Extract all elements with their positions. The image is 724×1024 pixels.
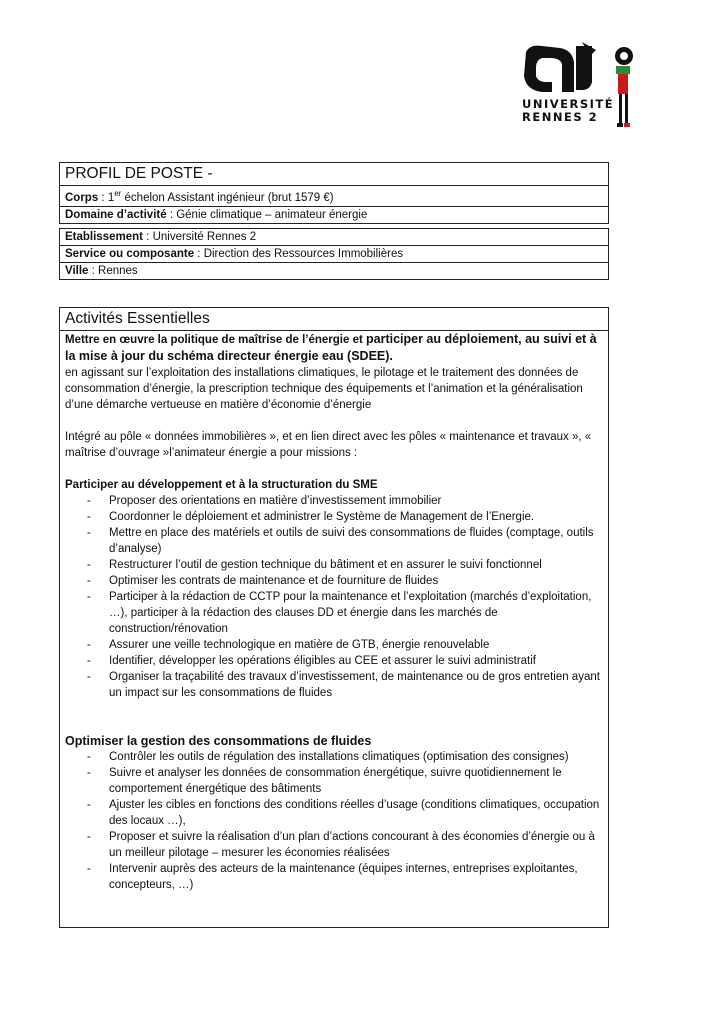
list-item: - Participer à la rédaction de CCTP pour la maintenance et l’exploitation (marchés d’exploitation, …), participer à la rédaction des clauses DD et énergie dans les marchés de construction/rénovation — [109, 589, 603, 637]
list-item: - Coordonner le déploiement et administrer le Système de Management de l’Energie. — [109, 509, 603, 525]
list-item: - Mettre en place des matériels et outils de suivi des consommations de fluides (comptage, outils d’analyse) — [109, 525, 603, 557]
list-item: - Optimiser les contrats de maintenance et de fourniture de fluides — [109, 573, 603, 589]
corps-label: Corps — [65, 191, 99, 204]
list-item: - Identifier, développer les opérations éligibles au CEE et assurer le suivi administratif — [109, 653, 603, 669]
activities-box — [59, 307, 609, 928]
etablissement-label: Etablissement — [65, 231, 143, 243]
section-sme-list — [65, 493, 603, 701]
page-title: PROFIL DE POSTE - — [65, 165, 213, 182]
activities-lead-a: Mettre en œuvre la politique de maîtrise de l’énergie et — [65, 334, 366, 346]
list-item: - Restructurer l’outil de gestion technique du bâtiment et en assurer le suivi fonctionnel — [109, 557, 603, 573]
activities-title: Activités Essentielles — [60, 308, 608, 331]
activities-content — [60, 331, 608, 893]
list-item: - Contrôler les outils de régulation des installations climatiques (optimisation des consignes) — [109, 749, 603, 765]
activities-paragraph-1: en agissant sur l’exploitation des installations climatiques, le pilotage et le traitement des données de consommation d’énergie, la prescription technique des équipements et l’animation et la généralisation d’une démarche vertueuse en matière d’économie d’énergie — [65, 367, 583, 411]
activities-paragraph-2: Intégré au pôle « données immobilières », et en lien direct avec les pôles « maintenance et travaux », « maîtrise d’ouvrage »l’animateur énergie a pour missions : — [65, 431, 592, 459]
corps-sup: er — [114, 189, 122, 198]
profile-header-box — [59, 162, 609, 224]
logo-wordmark — [522, 98, 614, 124]
section-fluides-title: Optimiser la gestion des consommations de fluides — [65, 734, 372, 748]
activities-lead-b: participer au déploiement, au suivi et à la mise à jour du schéma directeur énergie eau (SDEE). — [65, 332, 597, 363]
list-item: - Ajuster les cibles en fonctions des conditions réelles d’usage (conditions climatiques, occupation des locaux …), — [109, 797, 603, 829]
corps-value-suffix: échelon Assistant ingénieur (brut 1579 €) — [121, 191, 334, 204]
etablissement-row — [60, 229, 608, 245]
service-value: : Direction des Ressources Immobilières — [194, 248, 404, 260]
section-sme-title: Participer au développement et à la structuration du SME — [65, 479, 378, 491]
ville-label: Ville — [65, 265, 89, 277]
list-item: - Organiser la traçabilité des travaux d’investissement, de maintenance ou de gros entretien ayant un impact sur les consommations de fluides — [109, 669, 603, 701]
corps-value-prefix: : 1 — [98, 191, 115, 204]
list-item: - Assurer une veille technologique en matière de GTB, énergie renouvelable — [109, 637, 603, 653]
logo-line-1: UNIVERSITÉ — [522, 97, 615, 111]
logo-line-2: RENNES 2 — [522, 110, 599, 124]
domaine-label: Domaine d’activité — [65, 208, 167, 221]
ville-row — [60, 262, 608, 279]
activities-lead — [65, 331, 603, 365]
list-item: - Intervenir auprès des acteurs de la maintenance (équipes internes, entreprises exploitantes, concepteurs, …) — [109, 861, 603, 893]
domaine-row — [60, 206, 608, 223]
list-item: - Proposer des orientations en matière d’investissement immobilier — [109, 493, 603, 509]
service-label: Service ou composante — [65, 248, 195, 260]
section-fluides-list — [65, 749, 603, 893]
etablissement-value: : Université Rennes 2 — [142, 231, 257, 243]
ville-value: : Rennes — [88, 265, 138, 277]
list-item: - Proposer et suivre la réalisation d’un plan d’actions concourant à des économies d’énergie ou à un meilleur pilotage – mesurer les économies réalisées — [109, 829, 603, 861]
service-row — [60, 245, 608, 262]
corps-row — [60, 185, 608, 206]
domaine-value: : Génie climatique – animateur énergie — [166, 208, 368, 221]
list-item: - Suivre et analyser les données de consommation énergétique, suivre quotidiennement le comportement énergétique des bâtiments — [109, 765, 603, 797]
establishment-box — [59, 228, 609, 280]
